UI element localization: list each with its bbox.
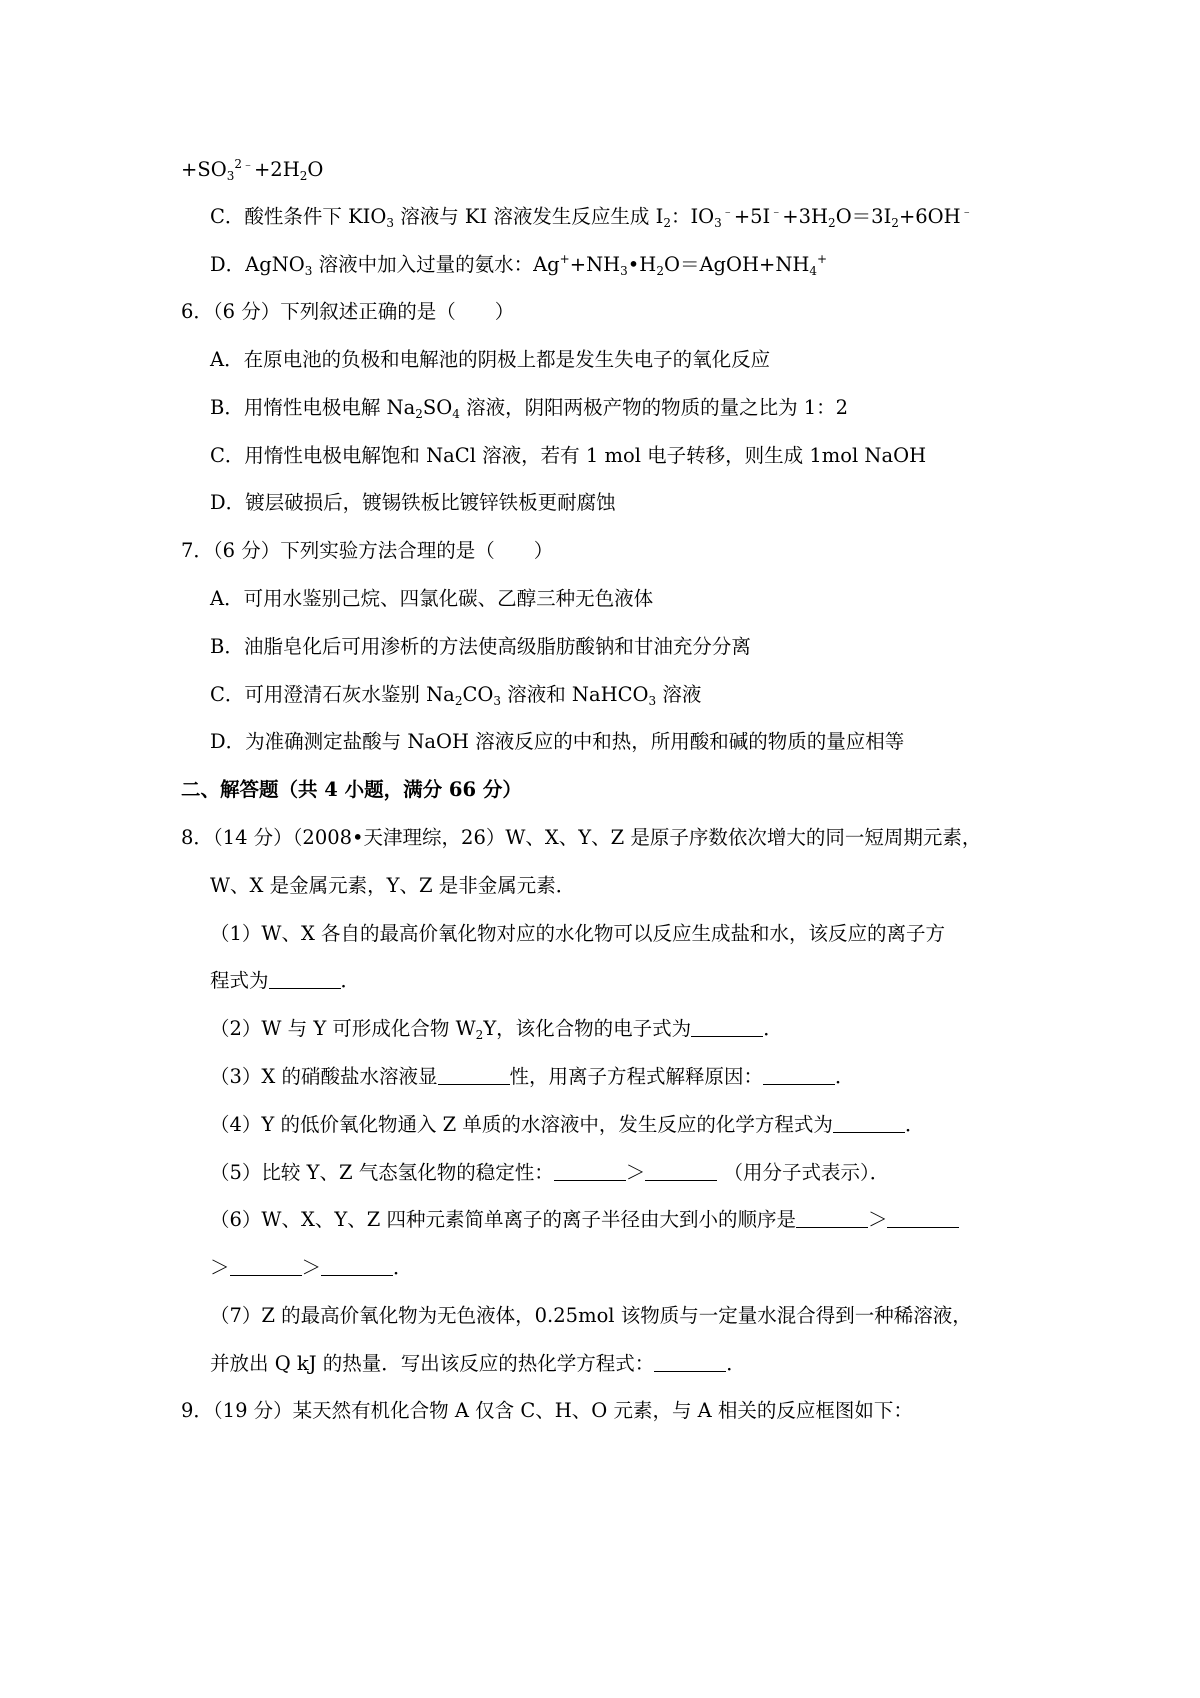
answer-blank[interactable] [763,1066,835,1085]
answer-blank[interactable] [796,1209,868,1228]
q5-option-c: C．酸性条件下 $KIO_3$ 溶液与 KI 溶液发生反应生成 $I_2$：$IO_3^﹣+5I^﹣+3H_2O=3I_2+6OH^﹣$ [210,204,973,230]
answer-blank[interactable] [833,1114,905,1133]
q6-stem: 6．（6 分）下列叙述正确的是（ ） [181,300,515,323]
answer-blank[interactable] [230,1257,302,1276]
q6-option-b: B．用惰性电极电解 $Na_2SO_4$ 溶液，阴阳两极产物的物质的量之比为 1：2 [210,396,849,421]
q8-stem-line1: 8．（14 分）（2008•天津理综，26）W、X、Y、Z 是原子序数依次增大的同一短周期元素， [181,826,982,849]
answer-blank[interactable] [887,1209,959,1228]
q8-part6-line1: （6）W、X、Y、Z 四种元素简单离子的离子半径由大到小的顺序是 ＞ [210,1208,959,1232]
answer-blank[interactable] [438,1066,510,1085]
answer-blank[interactable] [269,970,341,989]
section-heading: 二、解答题（共 4 小题，满分 66 分） [181,778,522,801]
q9-stem: 9．（19 分）某天然有机化合物 A 仅含 C、H、O 元素，与 A 相关的反应框图如下： [181,1399,913,1422]
q8-part1-line2: 程式为 ． [210,969,361,992]
q8-part7-line2: 并放出 Q kJ 的热量．写出该反应的热化学方程式： ． [210,1352,746,1375]
q5-option-d: D．AgNO$_3$ 溶液中加入过量的氨水：$Ag^++NH_3•H_2O=AgOH+NH_4^+$ [210,252,828,278]
answer-blank[interactable] [645,1162,717,1181]
q7-option-b: B．油脂皂化后可用渗析的方法使高级脂肪酸钠和甘油充分分离 [210,635,751,658]
q8-stem-line2: W、X 是金属元素，Y、Z 是非金属元素． [210,874,576,897]
answer-blank[interactable] [691,1018,763,1037]
answer-blank[interactable] [654,1353,726,1372]
q6-option-a: A．在原电池的负极和电解池的阴极上都是发生失电子的氧化反应 [210,348,771,371]
q8-part2: （2）W 与 Y 可形成化合物 $W_2Y$，该化合物的电子式为 ． [210,1017,783,1042]
q7-option-c: C．可用澄清石灰水鉴别 $Na_2CO_3$ 溶液和 NaHCO$_3$ 溶液 [210,683,702,708]
q8-part5: （5）比较 Y、Z 气态氢化物的稳定性： ＞ （用分子式表示）． [210,1161,890,1184]
answer-blank[interactable] [554,1162,626,1181]
q8-part6-line2: ＞ ＞ ． [210,1256,413,1279]
q7-option-d: D．为准确测定盐酸与 NaOH 溶液反应的中和热，所用酸和碱的物质的量应相等 [210,730,905,753]
q6-option-c: C．用惰性电极电解饱和 NaCl 溶液，若有 1 mol 电子转移，则生成 1mol NaOH [210,444,927,467]
q8-part7-line1: （7）Z 的最高价氧化物为无色液体，0.25mol 该物质与一定量水混合得到一种稀溶液， [210,1304,972,1327]
q8-part4: （4）Y 的低价氧化物通入 Z 单质的水溶液中，发生反应的化学方程式为 ． [210,1113,925,1136]
q5-equation-tail: $+SO_3^{2﹣}+2H_2O$ [181,157,324,183]
q7-option-a: A．可用水鉴别己烷、四氯化碳、乙醇三种无色液体 [210,587,654,610]
q6-option-d: D．镀层破损后，镀锡铁板比镀锌铁板更耐腐蚀 [210,491,616,514]
q7-stem: 7．（6 分）下列实验方法合理的是（ ） [181,539,554,562]
q8-part1-line1: （1）W、X 各自的最高价氧化物对应的水化物可以反应生成盐和水，该反应的离子方 [210,922,946,945]
q8-part3: （3）X 的硝酸盐水溶液显 性，用离子方程式解释原因： ． [210,1065,855,1088]
answer-blank[interactable] [321,1257,393,1276]
